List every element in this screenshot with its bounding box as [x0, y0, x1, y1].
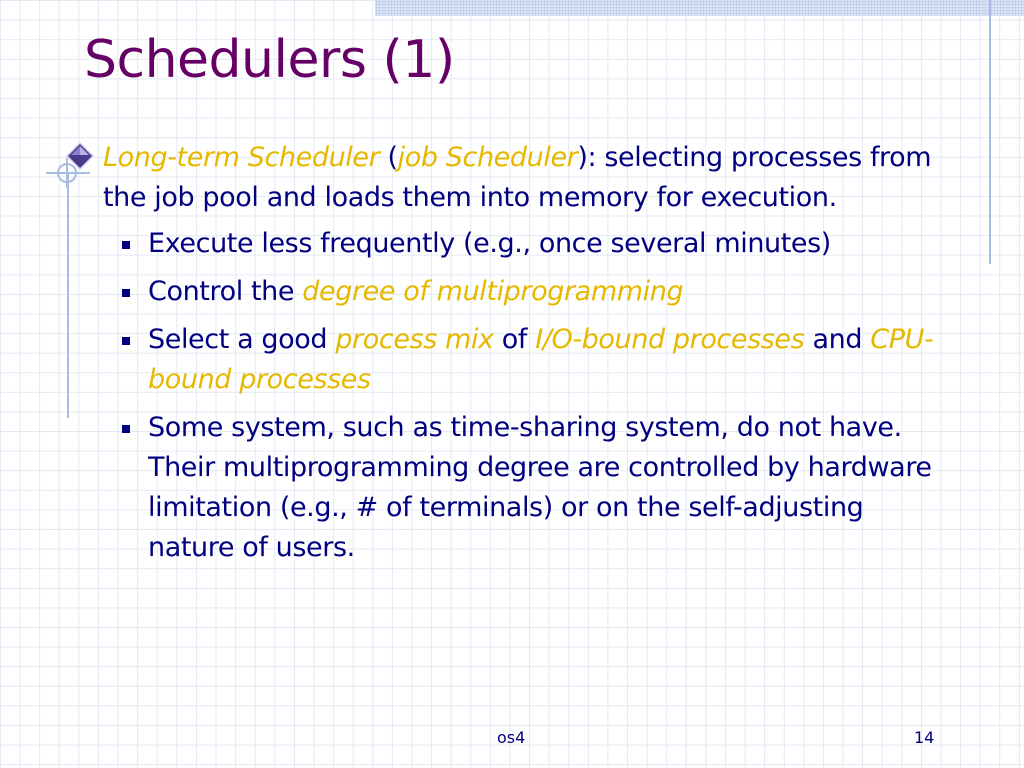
- degree-of-multiprogramming-term: degree of multiprogramming: [302, 276, 684, 307]
- job-scheduler-term: job Scheduler: [397, 142, 578, 173]
- sub-bullet-degree: [148, 272, 953, 312]
- sub-bullet-frequency-text: Execute less frequently (e.g., once several minutes): [148, 228, 831, 259]
- sub-bullet-time-sharing: [148, 408, 953, 568]
- square-bullet-icon: [122, 337, 130, 345]
- open-paren: (: [379, 142, 398, 173]
- diamond-bullet-icon: [65, 141, 95, 171]
- process-mix-term: process mix: [335, 324, 494, 355]
- main-bullet-text: ): selecting processes from the job pool and loads them into memory for execution.: [103, 142, 932, 213]
- sub-bullet-frequency: [148, 224, 953, 264]
- io-bound-processes-term: I/O-bound processes: [535, 324, 805, 355]
- footer-label: os4: [497, 728, 526, 747]
- slide-title: Schedulers (1): [84, 30, 455, 90]
- left-accent-line: [67, 172, 69, 418]
- slide-content: [103, 138, 953, 576]
- process-mix-text-a: Select a good: [148, 324, 336, 355]
- square-bullet-icon: [122, 425, 130, 433]
- right-accent-line: [989, 0, 991, 264]
- process-mix-text-b: of: [493, 324, 536, 355]
- square-bullet-icon: [122, 289, 130, 297]
- cpu-bound-processes-term: CPU-bound processes: [148, 324, 934, 395]
- sub-bullet-process-mix: [148, 320, 953, 400]
- main-bullet: [103, 138, 953, 218]
- page-number: 14: [914, 728, 935, 747]
- top-decorative-band: [375, 0, 1024, 16]
- process-mix-text-c: and: [804, 324, 871, 355]
- sub-bullet-time-sharing-text: Some system, such as time-sharing system, do not have. Their multiprogramming degree are controlled by hardware limitation (e.g., # of terminals) or on the self-adjusting nature of users.: [148, 412, 932, 563]
- square-bullet-icon: [122, 241, 130, 249]
- long-term-scheduler-term: Long-term Scheduler: [103, 142, 380, 173]
- sub-bullet-degree-text: Control the: [148, 276, 303, 307]
